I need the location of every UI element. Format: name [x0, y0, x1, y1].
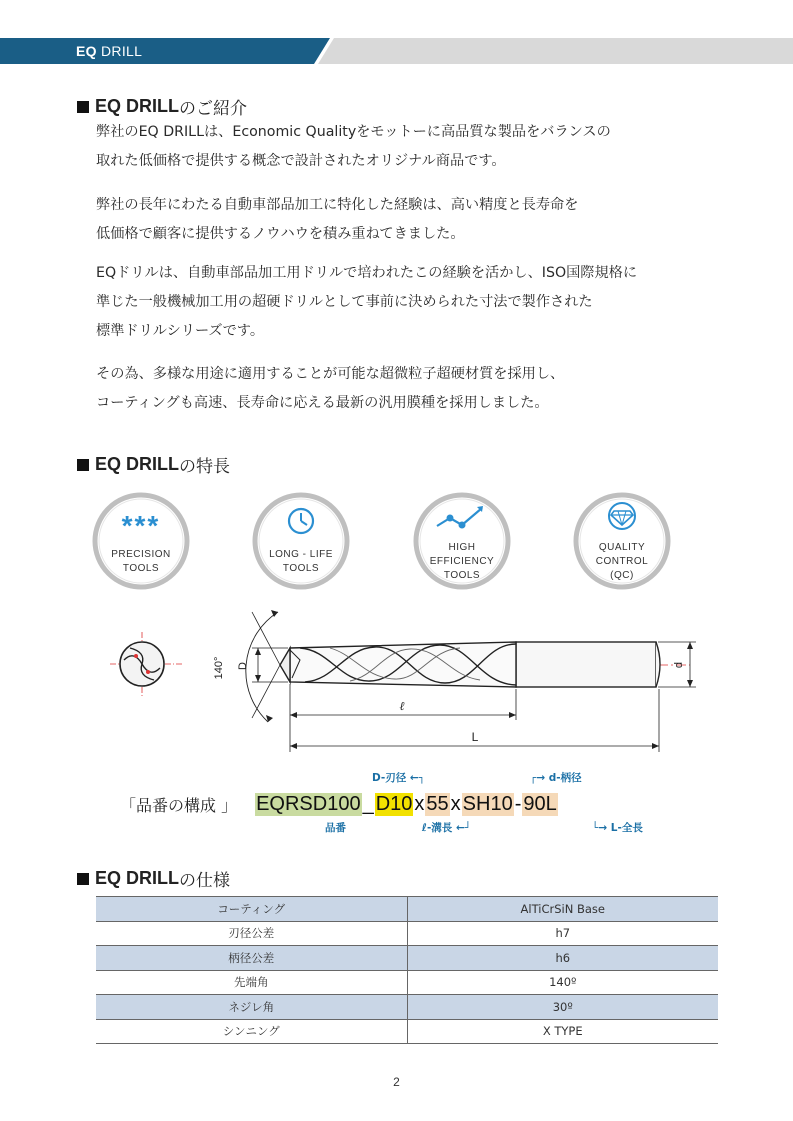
- code-seg-part-number: EQRSD100: [256, 792, 361, 815]
- spec-key: シンニング: [96, 1019, 407, 1044]
- table-row: [96, 1019, 718, 1044]
- part-code-row: [120, 790, 558, 818]
- code-seg-total-length: 90L: [523, 792, 557, 815]
- code-seg-shank-diameter: SH10: [462, 792, 513, 815]
- spec-value: 140º: [407, 970, 718, 995]
- blade-diameter-label: D: [237, 662, 249, 670]
- part-code: [255, 793, 558, 816]
- part-code-label: 「品番の構成 」: [120, 795, 238, 815]
- feature-label-high-efficiency: HIGH EFFICIENCY TOOLS: [429, 542, 495, 581]
- intro-paragraph-1: 弊社のEQ DRILLは、Economic Qualityをモットーに高品質な製品をバランスの 取れた低価格で提供する概念で設計されたオリジナル商品です。: [96, 124, 611, 169]
- spec-key: 柄径公差: [96, 946, 407, 971]
- spec-key: 刃径公差: [96, 921, 407, 946]
- ann-part-number: 品番: [325, 822, 346, 834]
- intro-paragraph-4: その為、多様な用途に適用することが可能な超微粒子超硬材質を採用し、 コーティングも高速、長寿命に応える最新の汎用膜種を採用しました。: [96, 366, 565, 411]
- tip-angle-label: 140°: [213, 656, 225, 680]
- code-seg-separator: x: [414, 792, 425, 815]
- heading-square-icon: [77, 459, 89, 471]
- features-heading: EQ DRILL の特長: [77, 452, 230, 477]
- spec-value: X TYPE: [407, 1019, 718, 1044]
- ann-total-length: └→ L-全長: [592, 822, 643, 834]
- heading-square-icon: [77, 873, 89, 885]
- drill-end-view: [110, 632, 182, 698]
- feature-label-precision: PRECISION TOOLS: [111, 549, 171, 574]
- code-seg-separator: _: [362, 792, 374, 815]
- ann-flute-length: ℓ-溝長 ←┘: [422, 822, 472, 834]
- page-number: 2: [393, 1075, 400, 1089]
- spec-key: ネジレ角: [96, 995, 407, 1020]
- code-seg-flute-length: 55: [426, 792, 449, 815]
- table-row: [96, 946, 718, 971]
- ann-shank-diameter: ┌→ d-柄径: [530, 772, 582, 784]
- intro-paragraph-3: EQドリルは、自動車部品加工用ドリルで培われたこの経験を活かし、ISO国際規格に 準じた一般機械加工用の超硬ドリルとして事前に決められた寸法で製作された 標準ドリルシリーズです。: [96, 265, 638, 339]
- spec-value: h6: [407, 946, 718, 971]
- feature-label-quality-control: QUALITY CONTROL (QC): [595, 542, 649, 581]
- feature-label-long-life: LONG - LIFE TOOLS: [269, 549, 333, 574]
- spec-key: コーティング: [96, 897, 407, 922]
- spec-value: h7: [407, 921, 718, 946]
- heading-square-icon: [77, 101, 89, 113]
- tip-angle-annotation: [246, 610, 280, 722]
- intro-heading: EQ DRILL のご紹介: [77, 94, 247, 119]
- code-seg-separator: -: [514, 792, 522, 815]
- shank-diameter-label: d: [673, 661, 685, 669]
- flute-length-dimension: [290, 684, 516, 752]
- spec-value: 30º: [407, 995, 718, 1020]
- spec-heading: EQ DRILL の仕様: [77, 866, 230, 891]
- intro-paragraph-2: 弊社の長年にわたる自動車部品加工に特化した経験は、高い精度と長寿命を 低価格で顧客に提供するノウハウを積み重ねてきました。: [96, 197, 579, 242]
- code-seg-separator: x: [450, 792, 461, 815]
- code-seg-blade-diameter: D10: [375, 792, 413, 815]
- drill-diagram: [0, 600, 793, 760]
- ann-blade-diameter: D-刃径 ←┐: [372, 772, 426, 784]
- flute-length-label: ℓ: [399, 699, 405, 713]
- spec-table: [96, 896, 718, 1044]
- table-row: [96, 970, 718, 995]
- spec-value: AlTiCrSiN Base: [407, 897, 718, 922]
- stars-icon: ***: [121, 510, 161, 541]
- spec-key: 先端角: [96, 970, 407, 995]
- drill-flute-body: [280, 642, 516, 687]
- table-row: [96, 995, 718, 1020]
- table-row: [96, 921, 718, 946]
- total-length-label: L: [471, 730, 479, 744]
- header-title: EQ DRILL: [76, 43, 143, 59]
- table-row: [96, 897, 718, 922]
